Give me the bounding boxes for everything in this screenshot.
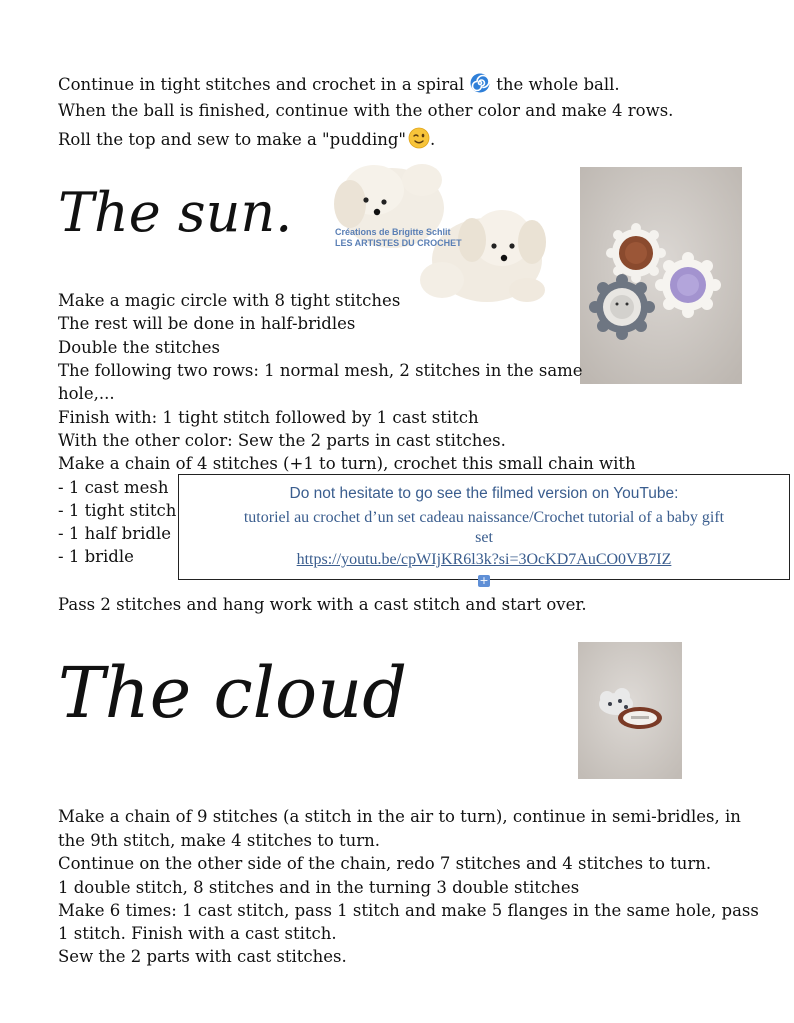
sun-list-item: - 1 cast mesh [58,478,169,497]
sun-line: Make a chain of 4 stitches (+1 to turn), crochet this small chain with [58,454,636,473]
crochet-clouds-photo [578,642,682,779]
sun-line: Finish with: 1 tight stitch followed by 1 cast stitch [58,408,479,427]
intro-line-1-end: the whole ball. [496,75,620,94]
cloud-line: Sew the 2 parts with cast stitches. [58,947,347,966]
watermark-line-2: LES ARTISTES DU CROCHET [335,238,462,248]
cloud-line: 1 stitch. Finish with a cast stitch. [58,924,337,943]
cloud-heading: The cloud [58,652,408,734]
sun-line: hole,... [58,384,115,403]
intro-line-1 [58,73,620,100]
intro-line-3-start: Roll the top and sew to make a "pudding" [58,130,407,149]
youtube-link[interactable]: https://youtu.be/cpWIjKR6l3k?si=3OcKD7AuCO0VB7IZ [296,551,672,568]
callout-line-1: Do not hesitate to go see the filmed version on YouTube: [289,485,679,502]
cloud-line: Continue on the other side of the chain, redo 7 stitches and 4 stitches to turn. [58,854,712,873]
add-anchor-icon[interactable]: + [479,574,489,587]
cloud-line: Make 6 times: 1 cast stitch, pass 1 stitch and make 5 flanges in the same hole, pass [58,901,759,920]
sun-line: The following two rows: 1 normal mesh, 2 stitches in the same [58,361,583,380]
intro-line-1-start: Continue in tight stitches and crochet in a spiral [58,75,465,94]
sun-line: With the other color: Sew the 2 parts in cast stitches. [58,431,506,450]
callout-line-2: tutoriel au crochet d’un set cadeau naissance/Crochet tutorial of a baby gift [243,509,725,526]
sun-line: Make a magic circle with 8 tight stitches [58,291,401,310]
crochet-suns-photo [580,167,742,384]
intro-line-3-end: . [430,130,436,149]
sun-list-item: - 1 tight stitch [58,501,177,520]
intro-line-2: When the ball is finished, continue with the other color and make 4 rows. [58,101,674,120]
cloud-line: 1 double stitch, 8 stitches and in the turning 3 double stitches [58,878,580,897]
intro-line-3 [58,127,435,156]
sun-after-line: Pass 2 stitches and hang work with a cast stitch and start over. [58,595,587,614]
watermark-line-1: Créations de Brigitte Schlit [335,227,451,237]
cloud-line: the 9th stitch, make 4 stitches to turn. [58,831,381,850]
sun-line: Double the stitches [58,338,221,357]
callout-line-3: set [475,529,493,546]
dogs-watermark-illustration [322,160,552,310]
youtube-callout-box [178,474,790,580]
sun-line: The rest will be done in half-bridles [58,314,356,333]
sun-heading: The sun. [58,181,293,244]
spiral-icon [470,73,490,100]
sun-list-item: - 1 half bridle [58,524,171,543]
cloud-line: Make a chain of 9 stitches (a stitch in the air to turn), continue in semi-bridles, in [58,807,741,826]
winking-face-icon [408,127,430,156]
sun-list-item: - 1 bridle [58,547,134,566]
